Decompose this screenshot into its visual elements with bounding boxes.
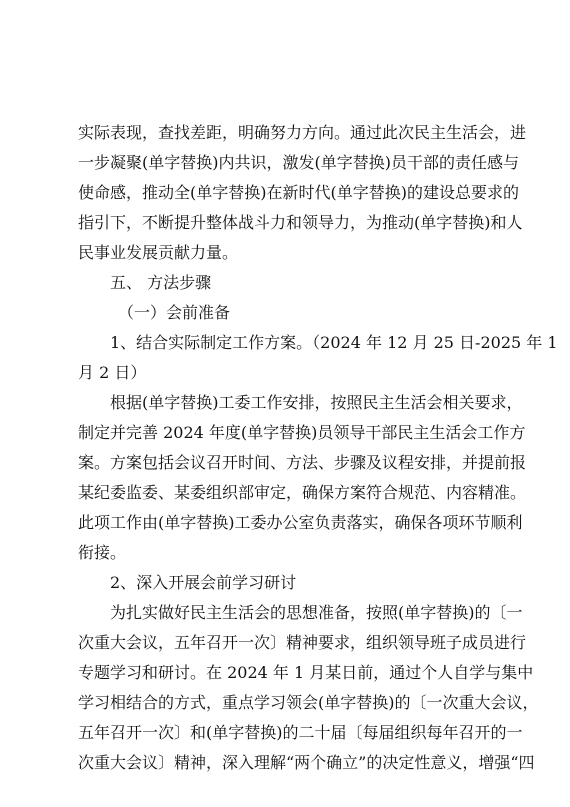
document-line: 案。方案包括会议召开时间、方法、步骤及议程安排，并提前报: [78, 453, 527, 472]
document-line: 指引下，不断提升整体战斗力和领导力，为推动(单字替换)和人: [78, 213, 523, 232]
document-line: 某纪委监委、某委组织部审定，确保方案符合规范、内容精准。: [78, 483, 527, 502]
document-line: 一步凝聚(单字替换)内共识，激发(单字替换)员干部的责任感与: [78, 153, 519, 172]
document-line: 制定并完善 2024 年度(单字替换)员领导干部民主生活会工作方: [78, 423, 526, 442]
document-page: [78, 118, 558, 778]
document-line: 实际表现，查找差距，明确努力方向。通过此次民主生活会，进: [78, 123, 527, 142]
document-line: 学习相结合的方式，重点学习领会(单字替换)的〔一次重大会议，: [78, 693, 539, 712]
document-line: 民事业发展贡献力量。: [78, 243, 239, 262]
document-line: 月 2 日）: [78, 363, 147, 382]
document-body: [78, 118, 558, 778]
document-line: 衔接。: [78, 543, 127, 562]
document-line: 1、结合实际制定工作方案。（2024 年 12 月 25 日-2025 年 1: [110, 333, 558, 352]
document-line: 根据(单字替换)工委工作安排，按照民主生活会相关要求，: [110, 393, 523, 412]
document-line: 五、 方法步骤: [110, 273, 212, 292]
document-line: 2、深入开展会前学习研讨: [110, 573, 297, 592]
document-line: 此项工作由(单字替换)工委办公室负责落实，确保各项环节顺利: [78, 513, 523, 532]
document-line: 次重大会议，五年召开一次〕精神要求，组织领导班子成员进行: [78, 633, 527, 652]
document-line: 次重大会议〕精神，深入理解“两个确立”的决定性意义，增强“四: [78, 753, 535, 772]
document-line: 五年召开一次〕和(单字替换)的二十届〔每届组织每年召开的一: [78, 723, 523, 742]
document-line: 为扎实做好民主生活会的思想准备，按照(单字替换)的〔一: [110, 603, 523, 622]
document-line: 使命感，推动全(单字替换)在新时代(单字替换)的建设总要求的: [78, 183, 519, 202]
document-line: 专题学习和研讨。在 2024 年 1 月某日前，通过个人自学与集中: [78, 663, 534, 682]
document-line: （一）会前准备: [118, 303, 231, 322]
